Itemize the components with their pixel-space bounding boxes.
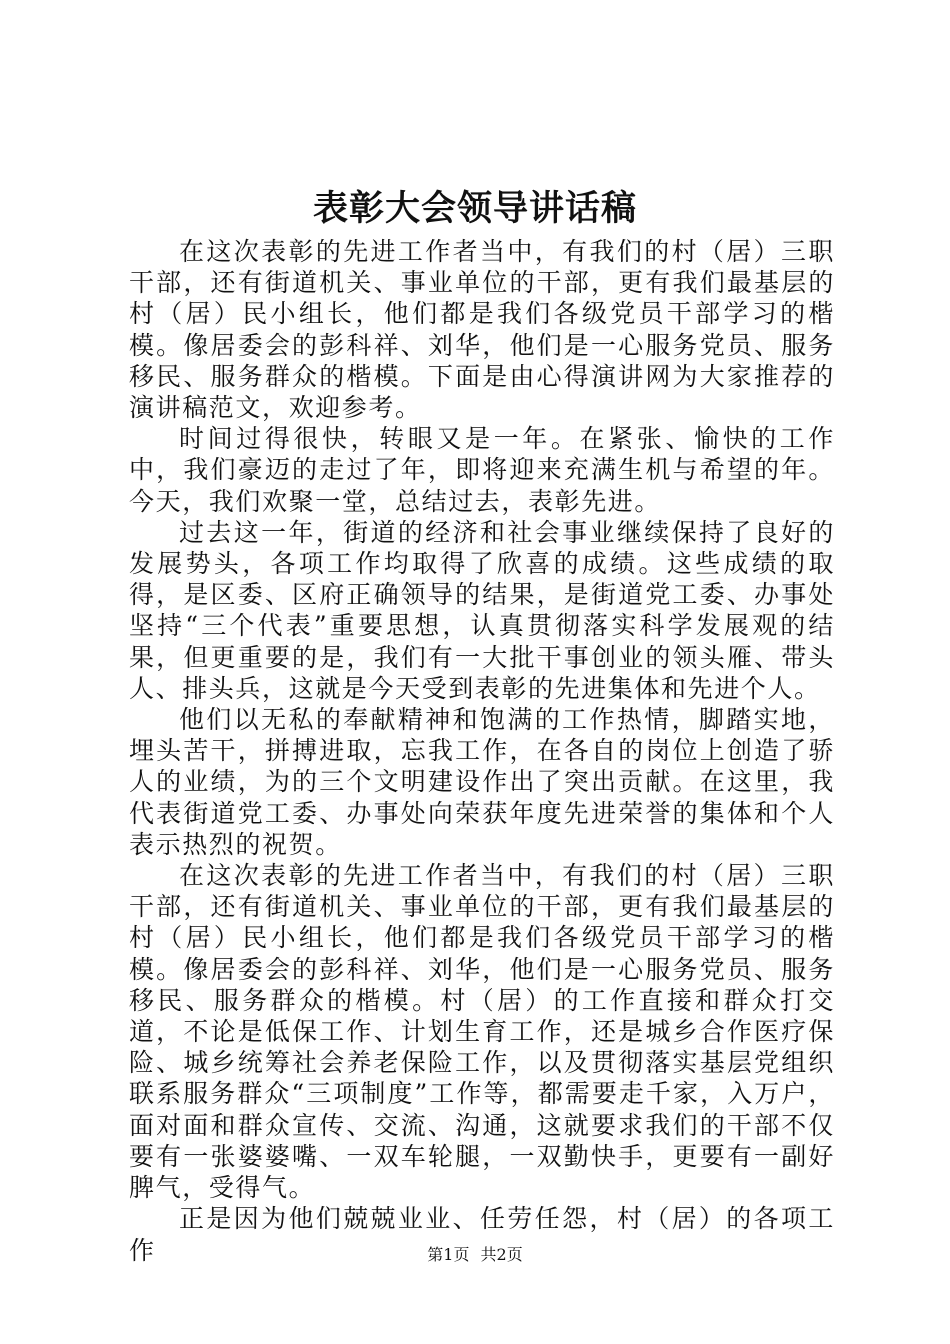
paragraph: 正是因为他们兢兢业业、任劳任怨，村（居）的各项工作	[129, 1204, 835, 1265]
paragraph: 在这次表彰的先进工作者当中，有我们的村（居）三职干部，还有街道机关、事业单位的干部，更有我们最基层的村（居）民小组长，他们都是我们各级党员干部学习的楷模。像居委会的彭科祥、刘华，他们是一心服务党员、服务移民、服务群众的楷模。下面是由心得演讲网为大家推荐的演讲稿范文，欢迎参考。	[129, 237, 835, 423]
page-total: 共2页	[480, 1245, 523, 1264]
page-footer	[0, 1245, 950, 1265]
document-body	[129, 236, 835, 1266]
page-number: 第1页	[427, 1245, 470, 1264]
paragraph: 时间过得很快，转眼又是一年。在紧张、愉快的工作中，我们豪迈的走过了年，即将迎来充满生机与希望的年。今天，我们欢聚一堂，总结过去，表彰先进。	[129, 424, 835, 516]
document-title: 表彰大会领导讲话稿	[312, 188, 637, 229]
paragraph: 他们以无私的奉献精神和饱满的工作热情，脚踏实地，埋头苦干，拼搏进取，忘我工作，在各自的岗位上创造了骄人的业绩，为的三个文明建设作出了突出贡献。在这里，我代表街道党工委、办事处向荣获年度先进荣誉的集体和个人表示热烈的祝贺。	[129, 705, 835, 859]
paragraph: 在这次表彰的先进工作者当中，有我们的村（居）三职干部，还有街道机关、事业单位的干部，更有我们最基层的村（居）民小组长，他们都是我们各级党员干部学习的楷模。像居委会的彭科祥、刘华，他们是一心服务党员、服务移民、服务群众的楷模。村（居）的工作直接和群众打交道，不论是低保工作、计划生育工作，还是城乡合作医疗保险、城乡统筹社会养老保险工作，以及贯彻落实基层党组织联系服务群众“三项制度”工作等，都需要走千家，入万户，面对面和群众宣传、交流、沟通，这就要求我们的干部不仅要有一张婆婆嘴、一双车轮腿，一双勤快手，更要有一副好脾气，受得气。	[129, 861, 835, 1203]
paragraph: 过去这一年，街道的经济和社会事业继续保持了良好的发展势头，各项工作均取得了欣喜的成绩。这些成绩的取得，是区委、区府正确领导的结果，是街道党工委、办事处坚持“三个代表”重要思想，认真贯彻落实科学发展观的结果，但更重要的是，我们有一大批干事创业的领头雁、带头人、排头兵，这就是今天受到表彰的先进集体和先进个人。	[129, 517, 835, 703]
